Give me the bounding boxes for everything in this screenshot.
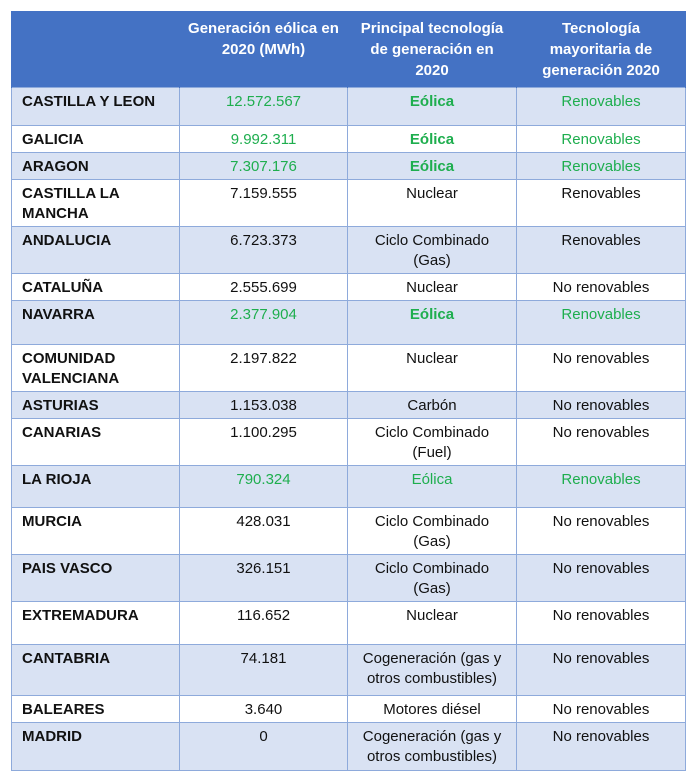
region-cell: EXTREMADURA bbox=[12, 602, 180, 645]
region-cell: ANDALUCIA bbox=[12, 227, 180, 274]
generacion-cell: 9.992.311 bbox=[180, 126, 348, 153]
principal-tech-cell: Ciclo Combinado (Gas) bbox=[348, 227, 517, 274]
wind-generation-table-container bbox=[11, 11, 685, 771]
table-row bbox=[12, 419, 686, 466]
header-principal: Principal tecnología de generación en 2020 bbox=[348, 11, 517, 88]
principal-tech-cell: Motores diésel bbox=[348, 696, 517, 723]
principal-tech-cell: Ciclo Combinado (Gas) bbox=[348, 555, 517, 602]
region-cell: MURCIA bbox=[12, 508, 180, 555]
mayoritaria-tech-cell: Renovables bbox=[517, 466, 686, 508]
mayoritaria-tech-cell: Renovables bbox=[517, 153, 686, 180]
table-row bbox=[12, 466, 686, 508]
table-row bbox=[12, 602, 686, 645]
region-cell: CANTABRIA bbox=[12, 645, 180, 696]
principal-tech-cell: Eólica bbox=[348, 301, 517, 345]
table-row bbox=[12, 392, 686, 419]
mayoritaria-tech-cell: Renovables bbox=[517, 227, 686, 274]
region-cell: CASTILLA Y LEON bbox=[12, 88, 180, 126]
principal-tech-cell: Cogeneración (gas y otros combustibles) bbox=[348, 723, 517, 771]
table-header bbox=[12, 11, 686, 88]
principal-tech-cell: Eólica bbox=[348, 126, 517, 153]
generacion-cell: 74.181 bbox=[180, 645, 348, 696]
mayoritaria-tech-cell: No renovables bbox=[517, 723, 686, 771]
generacion-cell: 0 bbox=[180, 723, 348, 771]
principal-tech-cell: Ciclo Combinado (Gas) bbox=[348, 508, 517, 555]
generacion-cell: 12.572.567 bbox=[180, 88, 348, 126]
table-row bbox=[12, 723, 686, 771]
generacion-cell: 2.555.699 bbox=[180, 274, 348, 301]
generacion-cell: 6.723.373 bbox=[180, 227, 348, 274]
principal-tech-cell: Nuclear bbox=[348, 345, 517, 392]
generacion-cell: 1.100.295 bbox=[180, 419, 348, 466]
mayoritaria-tech-cell: No renovables bbox=[517, 555, 686, 602]
region-cell: ASTURIAS bbox=[12, 392, 180, 419]
generacion-cell: 326.151 bbox=[180, 555, 348, 602]
header-region bbox=[12, 11, 180, 88]
table-row bbox=[12, 555, 686, 602]
table-row bbox=[12, 274, 686, 301]
principal-tech-cell: Ciclo Combinado (Fuel) bbox=[348, 419, 517, 466]
generacion-cell: 1.153.038 bbox=[180, 392, 348, 419]
table-row bbox=[12, 88, 686, 126]
region-cell: CATALUÑA bbox=[12, 274, 180, 301]
region-cell: ARAGON bbox=[12, 153, 180, 180]
wind-generation-table bbox=[11, 11, 686, 771]
generacion-cell: 2.197.822 bbox=[180, 345, 348, 392]
principal-tech-cell: Eólica bbox=[348, 153, 517, 180]
mayoritaria-tech-cell: No renovables bbox=[517, 274, 686, 301]
table-row bbox=[12, 153, 686, 180]
header-generacion: Generación eólica en 2020 (MWh) bbox=[180, 11, 348, 88]
mayoritaria-tech-cell: No renovables bbox=[517, 392, 686, 419]
principal-tech-cell: Nuclear bbox=[348, 274, 517, 301]
mayoritaria-tech-cell: No renovables bbox=[517, 696, 686, 723]
mayoritaria-tech-cell: No renovables bbox=[517, 645, 686, 696]
table-row bbox=[12, 508, 686, 555]
region-cell: NAVARRA bbox=[12, 301, 180, 345]
principal-tech-cell: Eólica bbox=[348, 466, 517, 508]
mayoritaria-tech-cell: Renovables bbox=[517, 301, 686, 345]
region-cell: LA RIOJA bbox=[12, 466, 180, 508]
generacion-cell: 428.031 bbox=[180, 508, 348, 555]
mayoritaria-tech-cell: No renovables bbox=[517, 419, 686, 466]
generacion-cell: 7.307.176 bbox=[180, 153, 348, 180]
principal-tech-cell: Nuclear bbox=[348, 602, 517, 645]
mayoritaria-tech-cell: Renovables bbox=[517, 88, 686, 126]
principal-tech-cell: Nuclear bbox=[348, 180, 517, 227]
region-cell: CASTILLA LA MANCHA bbox=[12, 180, 180, 227]
mayoritaria-tech-cell: No renovables bbox=[517, 508, 686, 555]
principal-tech-cell: Carbón bbox=[348, 392, 517, 419]
table-row bbox=[12, 126, 686, 153]
region-cell: PAIS VASCO bbox=[12, 555, 180, 602]
region-cell: COMUNIDAD VALENCIANA bbox=[12, 345, 180, 392]
header-row bbox=[12, 11, 686, 88]
table-row bbox=[12, 301, 686, 345]
mayoritaria-tech-cell: No renovables bbox=[517, 345, 686, 392]
generacion-cell: 7.159.555 bbox=[180, 180, 348, 227]
mayoritaria-tech-cell: No renovables bbox=[517, 602, 686, 645]
region-cell: BALEARES bbox=[12, 696, 180, 723]
region-cell: CANARIAS bbox=[12, 419, 180, 466]
principal-tech-cell: Cogeneración (gas y otros combustibles) bbox=[348, 645, 517, 696]
principal-tech-cell: Eólica bbox=[348, 88, 517, 126]
generacion-cell: 3.640 bbox=[180, 696, 348, 723]
region-cell: GALICIA bbox=[12, 126, 180, 153]
generacion-cell: 2.377.904 bbox=[180, 301, 348, 345]
table-row bbox=[12, 696, 686, 723]
header-mayoritaria: Tecnología mayoritaria de generación 2020 bbox=[517, 11, 686, 88]
table-row bbox=[12, 180, 686, 227]
table-row bbox=[12, 227, 686, 274]
table-row bbox=[12, 345, 686, 392]
generacion-cell: 116.652 bbox=[180, 602, 348, 645]
mayoritaria-tech-cell: Renovables bbox=[517, 126, 686, 153]
mayoritaria-tech-cell: Renovables bbox=[517, 180, 686, 227]
table-row bbox=[12, 645, 686, 696]
table-body bbox=[12, 88, 686, 771]
generacion-cell: 790.324 bbox=[180, 466, 348, 508]
region-cell: MADRID bbox=[12, 723, 180, 771]
